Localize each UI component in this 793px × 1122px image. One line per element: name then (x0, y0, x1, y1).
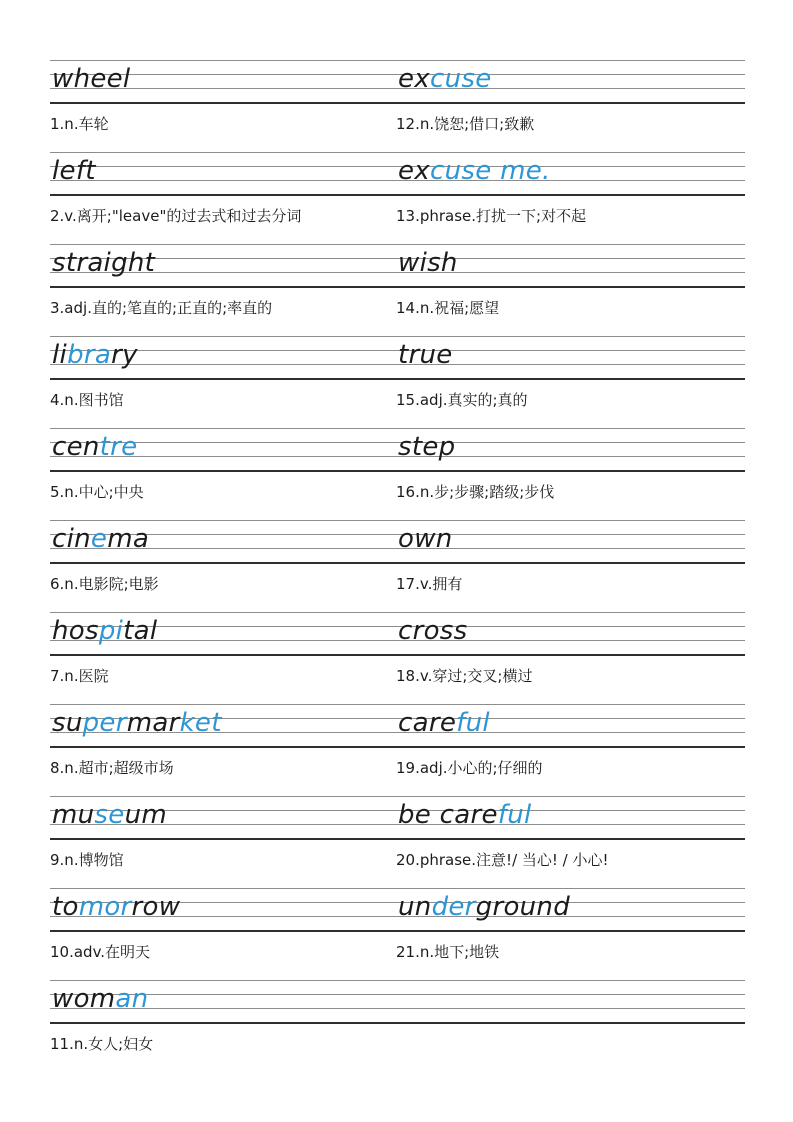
word-row (50, 60, 745, 152)
word-row (50, 980, 745, 1072)
definition-text: 2.v.离开;"leave"的过去式和过去分词 (50, 207, 302, 225)
vocab-word (52, 892, 180, 922)
ruled-line (50, 838, 745, 840)
definition-text: 20.phrase.注意!/ 当心! / 小心! (396, 851, 609, 869)
word-segment: wheel (52, 64, 131, 94)
word-segment: der (431, 892, 476, 922)
word-segment: own (398, 524, 453, 554)
definition-text: 15.adj.真实的;真的 (396, 391, 528, 409)
ruled-line (50, 1008, 745, 1009)
ruled-line-grid (50, 520, 745, 562)
vocab-word (398, 340, 453, 370)
definition-text: 8.n.超市;超级市场 (50, 759, 174, 777)
word-row (50, 520, 745, 612)
word-segment: cin (52, 524, 91, 554)
ruled-line (50, 746, 745, 748)
ruled-line (50, 102, 745, 104)
word-segment: to (52, 892, 79, 922)
ruled-line (50, 378, 745, 380)
definitions-row (50, 470, 745, 502)
vocab-word (398, 64, 492, 94)
word-row (50, 336, 745, 428)
definition-text: 5.n.中心;中央 (50, 483, 144, 501)
ruled-line (50, 194, 745, 196)
word-segment: e (90, 524, 108, 554)
definitions-row (50, 286, 745, 318)
vocab-word (398, 616, 467, 646)
definition-text: 1.n.车轮 (50, 115, 109, 133)
word-row (50, 704, 745, 796)
word-segment: ful (456, 708, 490, 738)
vocab-word (398, 800, 532, 830)
word-segment: cuse me. (429, 156, 551, 186)
vocab-word (52, 340, 138, 370)
vocab-word (52, 64, 130, 94)
word-segment: cen (52, 432, 100, 462)
word-segment: mu (52, 800, 95, 830)
word-segment: cuse (429, 64, 492, 94)
word-segment: mor (78, 892, 132, 922)
word-segment: um (124, 800, 167, 830)
word-segment: true (398, 340, 453, 370)
ruled-line (50, 470, 745, 472)
ruled-line-grid (50, 428, 745, 470)
word-segment: ful (497, 800, 532, 830)
definition-text: 11.n.女人;妇女 (50, 1035, 154, 1053)
word-row (50, 428, 745, 520)
word-row (50, 888, 745, 980)
word-segment: ket (179, 708, 222, 738)
ruled-line (50, 994, 745, 995)
word-row (50, 244, 745, 336)
word-segment: tre (99, 432, 138, 462)
ruled-line (50, 520, 745, 521)
definitions-row (50, 654, 745, 686)
word-segment: wish (398, 248, 458, 278)
ruled-line (50, 888, 745, 889)
definitions-row (50, 838, 745, 870)
ruled-line-grid (50, 60, 745, 102)
vocab-word (52, 800, 167, 830)
word-segment: ex (398, 64, 430, 94)
definition-text: 16.n.步;步骤;踏级;步伐 (396, 483, 555, 501)
vocab-word (398, 708, 490, 738)
definition-text: 9.n.博物馆 (50, 851, 124, 869)
word-row (50, 152, 745, 244)
ruled-line (50, 796, 745, 797)
definition-text: 6.n.电影院;电影 (50, 575, 159, 593)
definition-text: 12.n.饶恕;借口;致歉 (396, 115, 535, 133)
definitions-row (50, 102, 745, 134)
word-segment: ma (107, 524, 150, 554)
definition-text: 18.v.穿过;交叉;横过 (396, 667, 533, 685)
word-segment: ry (111, 340, 138, 370)
word-segment: se (94, 800, 125, 830)
ruled-line-grid (50, 152, 745, 194)
definition-text: 14.n.祝福;愿望 (396, 299, 500, 317)
word-row (50, 796, 745, 888)
vocab-word (52, 708, 222, 738)
definition-text: 13.phrase.打扰一下;对不起 (396, 207, 587, 225)
word-segment: un (398, 892, 432, 922)
ruled-line (50, 612, 745, 613)
ruled-line-grid (50, 796, 745, 838)
word-segment: ground (475, 892, 571, 922)
definition-text: 19.adj.小心的;仔细的 (396, 759, 543, 777)
word-segment: tal (123, 616, 158, 646)
ruled-line-grid (50, 336, 745, 378)
word-segment: bra (67, 340, 112, 370)
word-segment: ex (398, 156, 430, 186)
ruled-line (50, 1022, 745, 1024)
vocab-word (398, 248, 458, 278)
definitions-row (50, 1022, 745, 1054)
ruled-line (50, 562, 745, 564)
word-segment: be care (398, 800, 498, 830)
word-segment: wom (52, 984, 116, 1014)
definition-text (396, 1034, 745, 1054)
word-segment: hos (52, 616, 99, 646)
ruled-line-grid (50, 888, 745, 930)
ruled-line (50, 930, 745, 932)
vocab-word (52, 984, 148, 1014)
ruled-line (50, 980, 745, 981)
ruled-line (50, 152, 745, 153)
ruled-line-grid (50, 612, 745, 654)
definition-text: 21.n.地下;地铁 (396, 943, 500, 961)
vocab-word (52, 248, 155, 278)
vocab-word (398, 524, 453, 554)
word-segment: care (398, 708, 457, 738)
definition-text: 10.adv.在明天 (50, 943, 151, 961)
word-segment: mar (126, 708, 180, 738)
ruled-line (50, 286, 745, 288)
ruled-line (50, 654, 745, 656)
ruled-line (50, 428, 745, 429)
vocab-word (52, 524, 149, 554)
ruled-line (50, 60, 745, 61)
definition-text: 17.v.拥有 (396, 575, 463, 593)
word-segment: pi (98, 616, 124, 646)
word-segment: an (115, 984, 149, 1014)
definitions-row (50, 378, 745, 410)
word-segment: li (52, 340, 68, 370)
ruled-line (50, 244, 745, 245)
word-segment: left (52, 156, 96, 186)
vocab-word (398, 892, 570, 922)
ruled-line (50, 336, 745, 337)
vocab-word (398, 432, 455, 462)
vocab-word (398, 156, 551, 186)
vocab-word (52, 432, 137, 462)
definition-text: 7.n.医院 (50, 667, 109, 685)
ruled-line (50, 704, 745, 705)
ruled-line-grid (50, 704, 745, 746)
ruled-line-grid (50, 980, 745, 1022)
definitions-row (50, 746, 745, 778)
word-row (50, 612, 745, 704)
definition-text: 3.adj.直的;笔直的;正直的;率直的 (50, 299, 273, 317)
word-segment: cross (398, 616, 468, 646)
definitions-row (50, 562, 745, 594)
word-segment: su (52, 708, 83, 738)
definitions-row (50, 930, 745, 962)
word-segment: per (82, 708, 127, 738)
vocab-word (52, 616, 157, 646)
word-segment: row (131, 892, 181, 922)
word-segment: straight (52, 248, 156, 278)
ruled-line-grid (50, 244, 745, 286)
vocab-word (52, 156, 96, 186)
definition-text: 4.n.图书馆 (50, 391, 124, 409)
word-segment: step (398, 432, 456, 462)
definitions-row (50, 194, 745, 226)
